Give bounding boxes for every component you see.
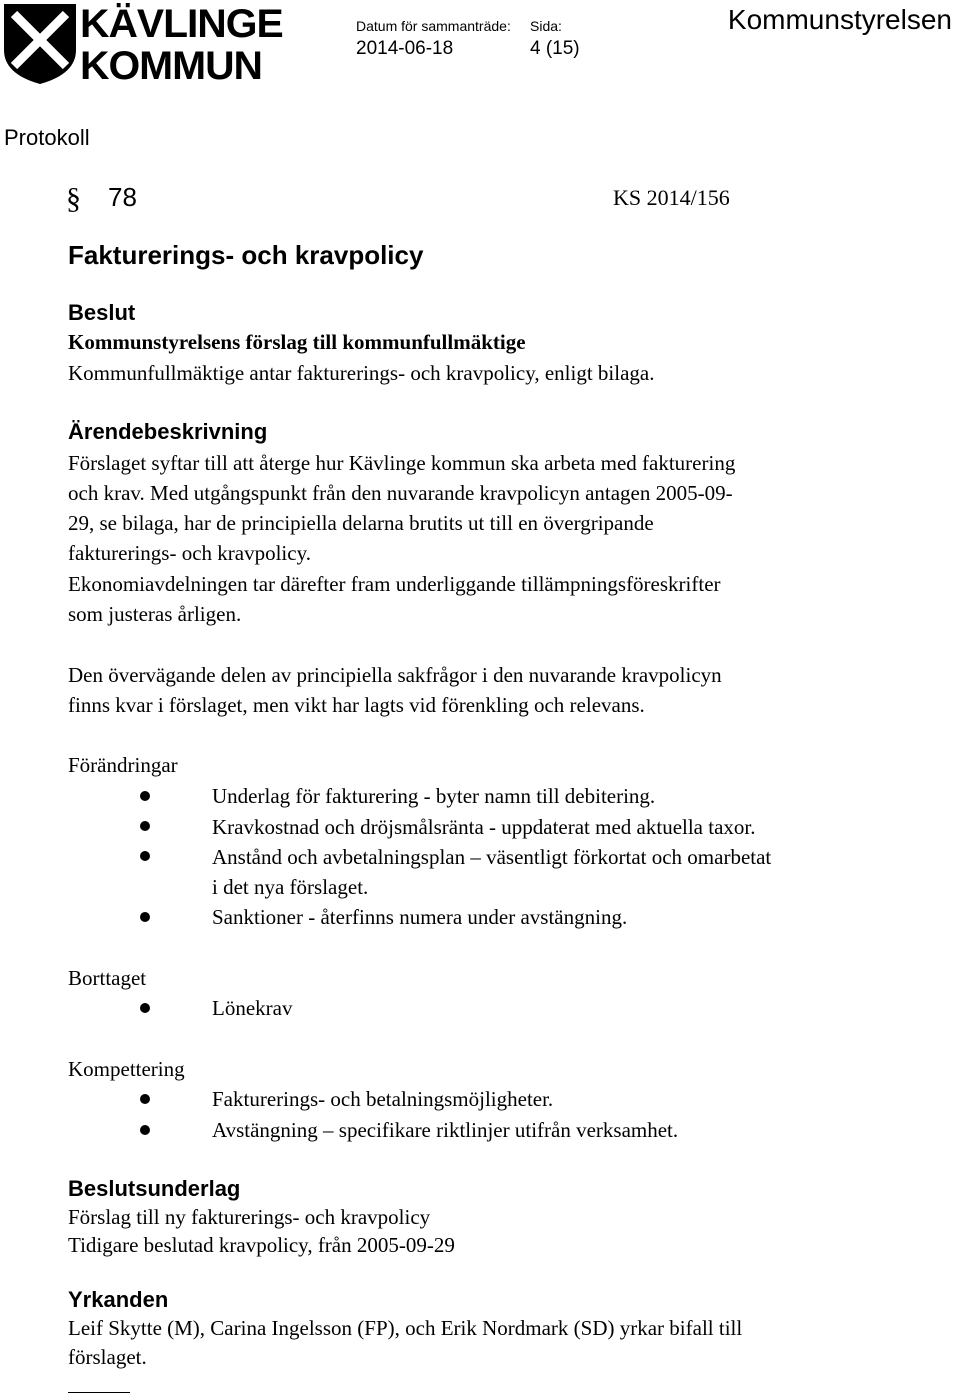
borttaget-label: Borttaget — [68, 966, 147, 990]
description-line: och krav. Med utgångspunkt från den nuvarande kravpolicyn antagen 2005-09- — [68, 481, 733, 505]
page-value: 4 (15) — [530, 38, 580, 59]
arendebeskrivning-heading: Ärendebeskrivning — [68, 419, 268, 444]
beslut-heading: Beslut — [68, 300, 136, 325]
description-line: Den övervägande delen av principiella sakfrågor i den nuvarande kravpolicyn — [68, 663, 722, 687]
list-item: Kravkostnad och dröjsmålsränta - uppdaterat med aktuella taxor. — [212, 815, 756, 839]
bullet-icon — [140, 912, 150, 922]
meeting-date-label: Datum för sammanträde: — [356, 18, 511, 34]
paragraph-number: 78 — [108, 182, 137, 212]
forandringar-label: Förändringar — [68, 753, 178, 777]
description-line: Förslaget syftar till att återge hur Kävlinge kommun ska arbeta med fakturering — [68, 451, 736, 475]
beslutsunderlag-item: Tidigare beslutad kravpolicy, från 2005-09-29 — [68, 1233, 455, 1257]
page-label: Sida: — [530, 18, 562, 34]
description-line: fakturerings- och kravpolicy. — [68, 541, 311, 565]
list-item-continuation: i det nya förslaget. — [212, 875, 369, 899]
description-line: finns kvar i förslaget, men vikt har lagts vid förenkling och relevans. — [68, 693, 645, 717]
description-line: Ekonomiavdelningen tar därefter fram underliggande tillämpningsföreskrifter — [68, 572, 721, 596]
bullet-icon — [140, 851, 150, 861]
list-item: Underlag för fakturering - byter namn till debitering. — [212, 784, 656, 808]
list-item: Sanktioner - återfinns numera under avstängning. — [212, 905, 628, 929]
description-line: 29, se bilaga, har de principiella delarna brutits ut till en övergripande — [68, 511, 654, 535]
list-item: Lönekrav — [212, 996, 293, 1020]
coat-of-arms-icon — [2, 2, 78, 86]
meeting-date-value: 2014-06-18 — [356, 38, 454, 59]
beslutsunderlag-item: Förslag till ny fakturerings- och kravpolicy — [68, 1205, 431, 1229]
bullet-icon — [140, 821, 150, 831]
description-line: som justeras årligen. — [68, 602, 242, 626]
signature-line — [68, 1392, 130, 1393]
bullet-icon — [140, 1003, 150, 1013]
logo-text-line-2: KOMMUN — [80, 44, 262, 88]
bullet-icon — [140, 791, 150, 801]
committee-name: Kommunstyrelsen — [727, 4, 952, 35]
logo-text-line-1: KÄVLINGE — [80, 2, 283, 46]
beslutsunderlag-heading: Beslutsunderlag — [68, 1176, 241, 1201]
page-title: Fakturerings- och kravpolicy — [68, 240, 424, 270]
kompettering-label: Kompettering — [68, 1057, 185, 1081]
yrkanden-line: förslaget. — [68, 1345, 147, 1369]
beslut-text: Kommunfullmäktige antar fakturerings- och kravpolicy, enligt bilaga. — [68, 361, 655, 385]
bullet-icon — [140, 1125, 150, 1135]
list-item: Fakturerings- och betalningsmöjligheter. — [212, 1087, 554, 1111]
document-type: Protokoll — [4, 125, 90, 150]
beslut-subheading: Kommunstyrelsens förslag till kommunfullmäktige — [68, 330, 526, 354]
list-item: Avstängning – specifikare riktlinjer utifrån verksamhet. — [212, 1118, 679, 1142]
yrkanden-line: Leif Skytte (M), Carina Ingelsson (FP), och Erik Nordmark (SD) yrkar bifall till — [68, 1316, 743, 1340]
kavlinge-logo — [0, 0, 283, 88]
case-number: KS 2014/156 — [613, 185, 730, 210]
bullet-icon — [140, 1094, 150, 1104]
paragraph-sign: § — [66, 182, 81, 215]
yrkanden-heading: Yrkanden — [68, 1287, 169, 1312]
list-item: Anstånd och avbetalningsplan – väsentligt förkortat och omarbetat — [212, 845, 772, 869]
